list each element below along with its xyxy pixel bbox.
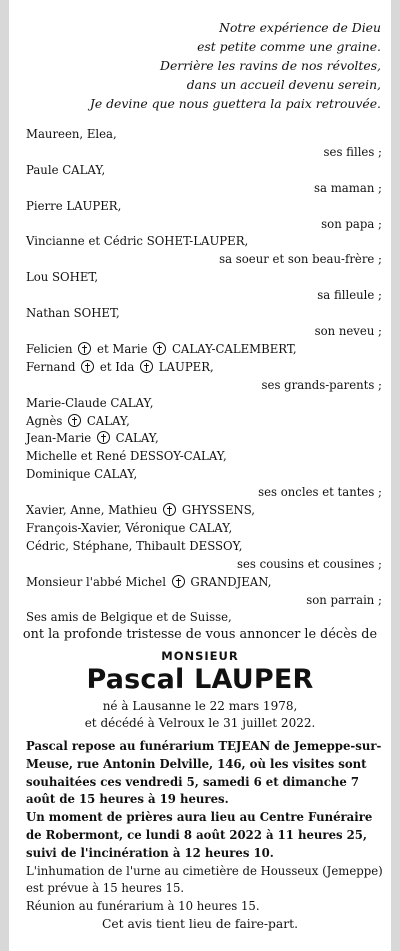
family-father: Pierre LAUPER, [26,198,122,213]
family-name-part: Xavier, Anne, Mathieu [26,503,158,518]
family-name-part: CALAY-CALEMBERT, [171,341,297,356]
poem-line: Je devine que nous guettera la paix retrouvée. [89,96,381,112]
cross-icon [97,431,110,444]
family-cousin: Cédric, Stéphane, Thibault DESSOY, [26,538,243,553]
family-goddaughter: Lou SOHET, [26,270,99,285]
closing-line: Cet avis tient lieu de faire-part. [102,917,298,931]
family-name-part: GHYSSENS, [181,503,256,518]
family-name-part: CALAY, [86,413,130,428]
cross-icon [140,360,153,373]
poem-line: est petite comme une graine. [197,39,381,55]
family-name-part: Felicien [26,341,73,356]
family-uncle [26,430,382,448]
relation-sister: sa soeur et son beau-frère ; [219,252,382,267]
relation-nephew: son neveu ; [314,323,382,338]
relation-cousins: ses cousins et cousines ; [237,556,382,571]
family-name-part: GRANDJEAN, [190,574,272,589]
announcement-line: ont la profonde tristesse de vous annoncer le décès de [22,627,378,642]
family-grandparents-lauper [26,359,382,377]
family-name-part: CALAY, [115,431,159,446]
family-uncle: Marie-Claude CALAY, [26,395,154,410]
cross-icon [81,360,94,373]
prayer-paragraph: Un moment de prières aura lieu au Centre Funéraire de Robermont, ce lundi 8 août 2022 à 11 heures 25, suivi de l'incinération à 12 heures 10. [26,810,373,860]
family-daughters: Maureen, Elea, [26,127,117,141]
family-grandparents-calay [26,341,382,359]
family-uncle [26,413,382,431]
family-cousin [26,502,382,520]
family-uncle: Dominique CALAY, [26,467,138,482]
family-friends: Ses amis de Belgique et de Suisse, [26,610,232,625]
deceased-name: Pascal LAUPER [86,664,314,695]
relation-goddaughter: sa filleule ; [317,288,382,303]
family-name-part: Fernand [26,359,76,374]
family-godfather [26,574,382,592]
poem-line: dans un accueil devenu serein, [186,77,381,93]
poem [90,18,381,113]
cross-icon [172,575,185,588]
family-name-part: Jean-Marie [26,431,92,446]
cross-icon [153,342,166,355]
family-mother: Paule CALAY, [26,162,106,177]
meeting-paragraph: Réunion au funérarium à 10 heures 15. [26,899,260,914]
relation-daughters: ses filles ; [323,144,382,159]
urn-paragraph: L'inhumation de l'urne au cimetière de Housseux (Jemeppe) est prévue à 15 heures 15. [26,863,383,896]
poem-line: Derrière les ravins de nos révoltes, [160,58,381,74]
relation-mother: sa maman ; [314,180,382,195]
funerarium-paragraph: Pascal repose au funérarium TEJEAN de Jemeppe-sur-Meuse, rue Antonin Delville, 146, où les visites sont souhaitées ces vendredi 5, samedi 6 et dimanche 7 août de 15 heures à 19 heures. [26,739,382,807]
relation-grandparents: ses grands-parents ; [261,377,382,392]
family-list [26,126,382,627]
relation-uncles: ses oncles et tantes ; [258,485,382,500]
cross-icon [163,503,176,516]
page-right-margin [391,0,400,951]
honorific-title: MONSIEUR [161,649,239,663]
family-sister: Vincianne et Cédric SOHET-LAUPER, [26,234,249,249]
family-cousin: François-Xavier, Véronique CALAY, [26,520,233,535]
birth-line: né à Lausanne le 22 mars 1978, [102,699,298,713]
family-name-part: et Ida [99,359,135,374]
family-name-part: et Marie [97,341,148,356]
relation-godfather: son parrain ; [306,592,382,607]
birth-death-info [0,698,400,732]
death-line: et décédé à Velroux le 31 juillet 2022. [84,716,316,730]
poem-line: Notre expérience de Dieu [219,20,381,35]
funeral-details [26,738,384,916]
family-name-part: Agnès [26,413,63,428]
page-left-margin [0,0,9,951]
family-name-part: LAUPER, [158,359,214,374]
cross-icon [68,414,81,427]
cross-icon [78,342,91,355]
family-nephew: Nathan SOHET, [26,306,120,321]
relation-father: son papa ; [321,216,382,231]
family-name-part: Monsieur l'abbé Michel [26,574,166,589]
family-uncle: Michelle et René DESSOY-CALAY, [26,449,227,464]
